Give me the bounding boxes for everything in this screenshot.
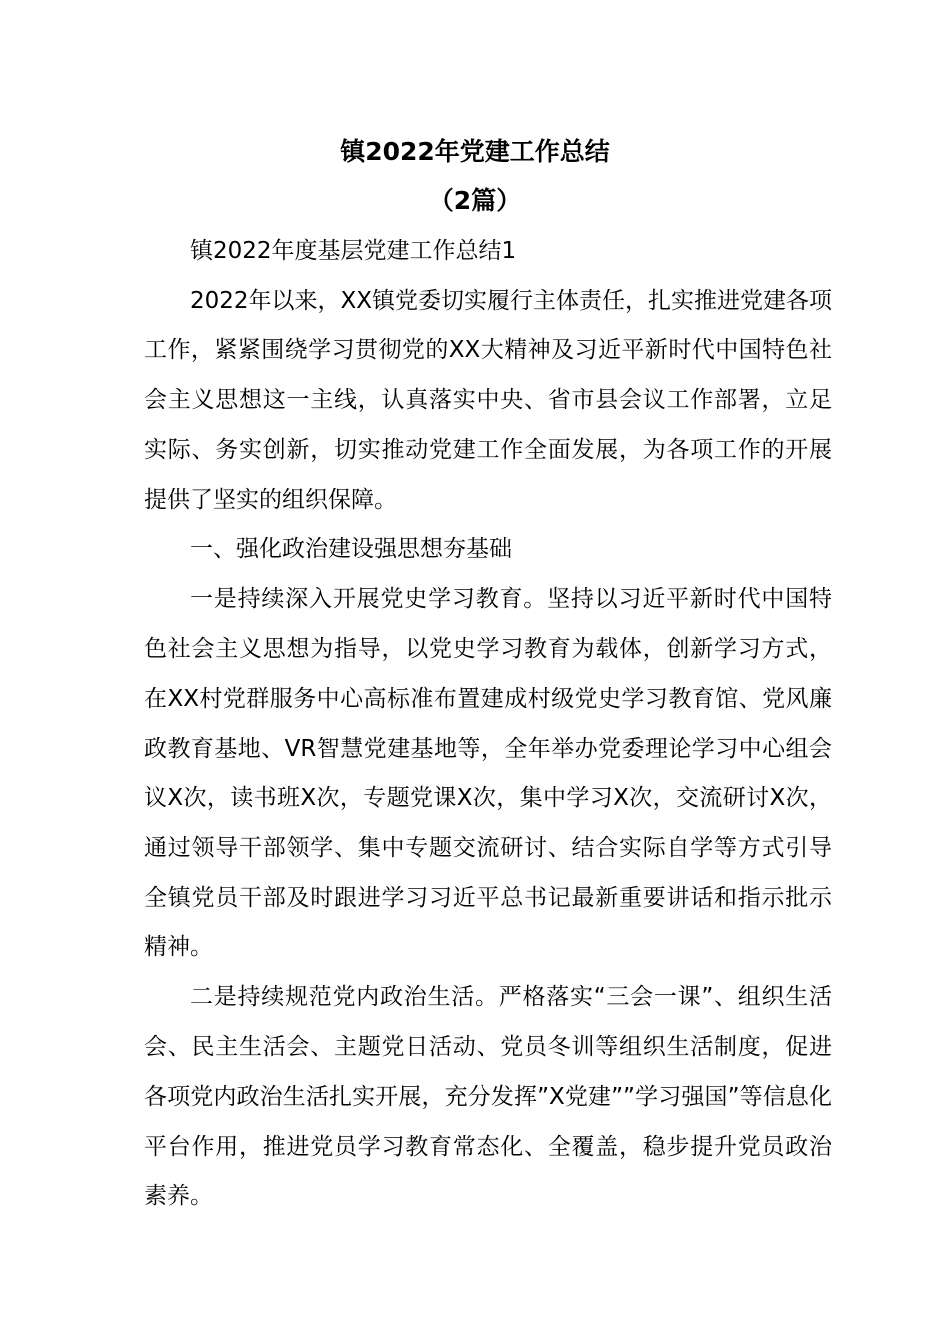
paragraph-line: 政教育基地、VR智慧党建基地等，全年举办党委理论学习中心组会 [144, 736, 832, 762]
paragraph-line: 平台作用，推进党员学习教育常态化、全覆盖，稳步提升党员政治 [144, 1134, 832, 1160]
paragraph-line: 提供了坚实的组织保障。 [144, 487, 397, 513]
document-title: 镇2022年党建工作总结 [340, 137, 610, 166]
paragraph-line: 会主义思想这一主线，认真落实中央、省市县会议工作部署，立足 [144, 387, 832, 413]
paragraph-line: 精神。 [144, 934, 213, 960]
paragraph-line: 工作，紧紧围绕学习贯彻党的XX大精神及习近平新时代中国特色社 [144, 337, 832, 363]
paragraph-line: 全镇党员干部及时跟进学习习近平总书记最新重要讲话和指示批示 [144, 885, 832, 911]
document-subtitle: （2篇） [428, 186, 522, 215]
paragraph-line: 二是持续规范党内政治生活。严格落实“三会一课”、组织生活 [190, 984, 832, 1010]
paragraph-line: 议X次，读书班X次，专题党课X次，集中学习X次，交流研讨X次， [144, 785, 832, 811]
section-title: 镇2022年度基层党建工作总结1 [190, 238, 517, 264]
paragraph-line: 一是持续深入开展党史学习教育。坚持以习近平新时代中国特 [190, 586, 832, 612]
paragraph-line: 色社会主义思想为指导，以党史学习教育为载体，创新学习方式， [144, 636, 832, 662]
paragraph-line: 在XX村党群服务中心高标准布置建成村级党史学习教育馆、党风廉 [144, 686, 832, 712]
paragraph-line: 通过领导干部领学、集中专题交流研讨、结合实际自学等方式引导 [144, 835, 832, 861]
paragraph-line: 各项党内政治生活扎实开展，充分发挥”X党建””学习强国”等信息化 [144, 1084, 832, 1110]
paragraph-line: 实际、务实创新，切实推动党建工作全面发展，为各项工作的开展 [144, 437, 832, 463]
paragraph-line: 2022年以来，XX镇党委切实履行主体责任，扎实推进党建各项 [190, 288, 833, 314]
paragraph-line: 素养。 [144, 1183, 213, 1209]
section-heading: 一、强化政治建设强思想夯基础 [190, 536, 512, 562]
paragraph-line: 会、民主生活会、主题党日活动、党员冬训等组织生活制度，促进 [144, 1034, 832, 1060]
